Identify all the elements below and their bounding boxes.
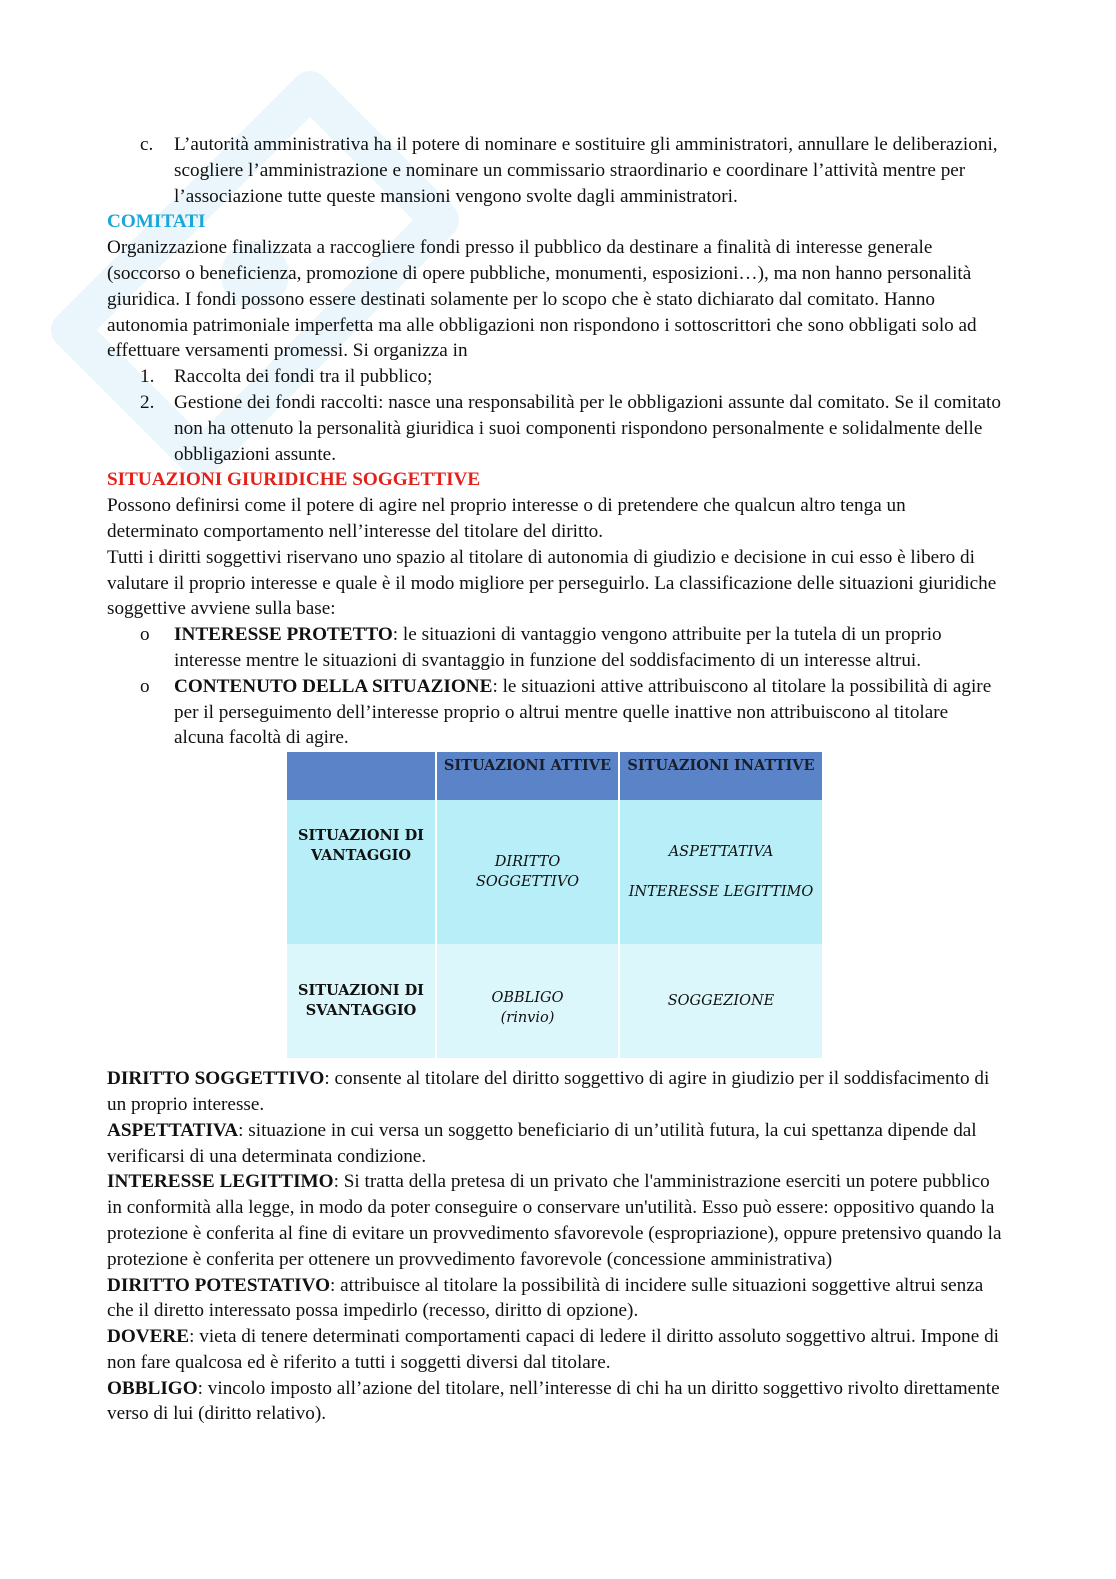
bullet-text: : le situazioni di vantaggio vengono attribuite per la tutela di un proprio interesse mentre le situazioni di svantaggio in funzione del soddisfacimento di un interesse altrui. (174, 624, 942, 671)
definition-diritto-soggettivo (107, 1066, 1002, 1118)
row-label-svantaggio (287, 944, 436, 1058)
col-header-attive: SITUAZIONI ATTIVE (436, 752, 619, 800)
bullet-item (107, 622, 1002, 674)
definition-text: : consente al titolare del diritto soggettivo di agire in giudizio per il soddisfacimento di un proprio interesse. (107, 1068, 990, 1115)
definition-term: DOVERE (107, 1326, 190, 1348)
list-item-text: Gestione dei fondi raccolti: nasce una responsabilità per le obbligazioni assunte dal comitato. Se il comitato non ha ottenuto la personalità giuridica i suoi componenti rispondono personalmente e solidalmente delle obbligazioni assunte. (174, 391, 1001, 465)
list-item (107, 364, 1002, 390)
row-label-vantaggio (287, 800, 436, 944)
cell-line: ASPETTATIVA (668, 844, 774, 861)
col-header-inattive: SITUAZIONI INATTIVE (619, 752, 822, 800)
cell-obbligo (436, 944, 619, 1058)
cell-diritto-soggettivo (436, 800, 619, 944)
list-marker: 1. (140, 366, 155, 388)
heading-comitati: COMITATI (107, 211, 206, 233)
definition-dovere (107, 1324, 1002, 1376)
list-item (107, 390, 1002, 467)
definition-obbligo (107, 1376, 1002, 1428)
row-label-line: VANTAGGIO (310, 847, 412, 865)
cell-line: SOGGEZIONE (667, 993, 775, 1010)
definition-term: DIRITTO POTESTATIVO (107, 1274, 330, 1296)
definition-text: : attribuisce al titolare la possibilità di incidere sulle situazioni soggettive altrui senza che il diretto interessato possa impedirlo (recesso, diritto di opzione). (107, 1274, 984, 1322)
cell-aspettativa-interesse (619, 800, 822, 944)
list-item-c (107, 132, 1002, 209)
situazioni-table-wrap (287, 752, 822, 1058)
definition-diritto-potestativo (107, 1273, 1002, 1325)
definition-interesse-legittimo (107, 1169, 1002, 1272)
bullet-term: INTERESSE PROTETTO (174, 624, 393, 646)
list-item-text: L’autorità amministrativa ha il potere di nominare e sostituire gli amministratori, annullare le deliberazioni, scogliere l’amministrazione e nominare un commissario straordinario e coordinare l’attività mentre per l’associazione tutte queste mansioni vengono svolte dagli amministratori. (174, 134, 998, 207)
bullet-item (107, 674, 1002, 751)
definition-term: INTERESSE LEGITTIMO (107, 1171, 334, 1193)
table-row-svantaggio (287, 944, 822, 1058)
definition-term: OBBLIGO (107, 1377, 198, 1399)
paragraph-situazioni-2: Tutti i diritti soggettivi riservano uno spazio al titolare di autonomia di giudizio e decisione in cui esso è libero di valutare il proprio interesse e quale è il modo migliore per perseguirlo. La classificazione delle situazioni giuridiche soggettive avviene sulla base: (107, 546, 997, 620)
definition-text: : situazione in cui versa un soggetto beneficiario di un’utilità futura, la cui spettanza dipende dal verificarsi di una determinata condizione. (107, 1119, 977, 1167)
row-label-line: SVANTAGGIO (305, 1002, 417, 1020)
cell-line: DIRITTO (494, 854, 561, 871)
table-corner-cell (287, 752, 436, 800)
situazioni-table (287, 752, 822, 1058)
cell-line: (rinvio) (500, 1010, 555, 1027)
bullet-term: CONTENUTO DELLA SITUAZIONE (174, 675, 493, 697)
heading-situazioni: SITUAZIONI GIURIDICHE SOGGETTIVE (107, 469, 481, 491)
definition-term: ASPETTATIVA (107, 1119, 239, 1141)
bullet-marker: o (140, 624, 150, 646)
paragraph-situazioni-1: Possono definirsi come il potere di agire nel proprio interesse o di pretendere che qualcun altro tenga un determinato comportamento nell’interesse del titolare del diritto. (107, 495, 906, 542)
definition-text: : vieta di tenere determinati comportamenti capaci di ledere il diritto assoluto soggettivo altrui. Impone di non fare qualcosa ed è riferito a tutti i soggetti diversi dal titolare. (107, 1326, 999, 1373)
cell-line: SOGGETTIVO (475, 874, 579, 891)
bullet-marker: o (140, 675, 150, 697)
list-marker: c. (140, 134, 154, 155)
table-row-vantaggio (287, 800, 822, 944)
cell-line: INTERESSE LEGITTIMO (628, 884, 814, 901)
definition-term: DIRITTO SOGGETTIVO (107, 1068, 325, 1090)
document-page (107, 132, 1002, 1427)
list-item-text: Raccolta dei fondi tra il pubblico; (174, 366, 433, 388)
paragraph-comitati: Organizzazione finalizzata a raccogliere fondi presso il pubblico da destinare a finalità di interesse generale (soccorso o beneficienza, promozione di opere pubbliche, monumenti, esposizioni…), ma non hanno personalità giuridica. I fondi possono essere destinati solamente per lo scopo che è stato dichiarato dal comitato. Hanno autonomia patrimoniale imperfetta ma alle obbligazioni non rispondono i sottoscrittori che sono obbligati solo ad effettuare versamenti promessi. Si organizza in (107, 237, 977, 362)
row-label-line: SITUAZIONI DI (298, 827, 424, 845)
definition-aspettativa (107, 1118, 1002, 1170)
list-marker: 2. (140, 391, 155, 413)
row-label-line: SITUAZIONI DI (298, 982, 424, 1000)
cell-soggezione (619, 944, 822, 1058)
definition-text: : Si tratta della pretesa di un privato che l'amministrazione eserciti un potere pubblico in conformità alla legge, in modo da poter conseguire o conservare un'utilità. Esso può essere: oppositivo quando la protezione è conferita al fine di evitare un provvedimento sfavorevole (espropriazione), oppure pretensivo quando la protezione è conferita per ottenere un provvedimento favorevole (concessione amministrativa) (107, 1171, 1002, 1270)
definition-text: : vincolo imposto all’azione del titolare, nell’interesse di chi ha un diritto soggettivo rivolto direttamente verso di lui (diritto relativo). (107, 1377, 1000, 1425)
table-header-row (287, 752, 822, 800)
bullet-text: : le situazioni attive attribuiscono al titolare la possibilità di agire per il perseguimento dell’interesse proprio o altrui mentre quelle inattive non attribuiscono al titolare alcuna facoltà di agire. (174, 675, 992, 749)
cell-spacer (620, 862, 822, 882)
cell-line: OBBLIGO (491, 990, 564, 1007)
